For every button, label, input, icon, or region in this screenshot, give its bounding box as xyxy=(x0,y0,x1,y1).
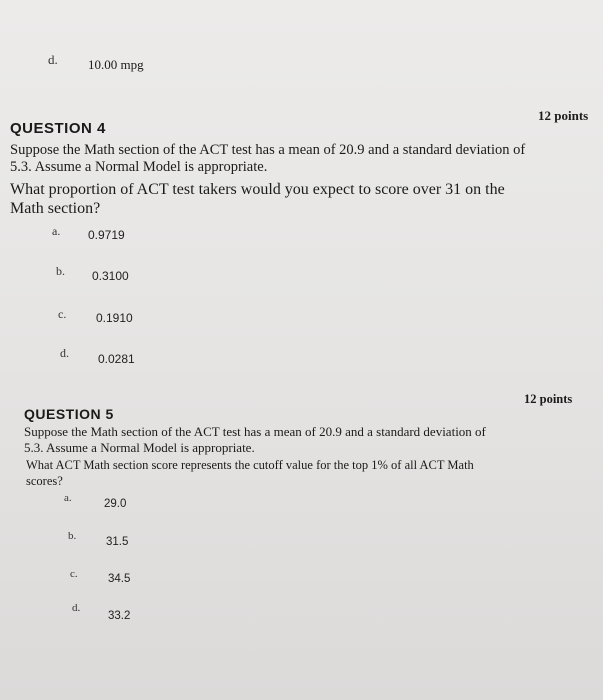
q5-option-a-letter: a. xyxy=(64,492,72,504)
q4-text-line2: 5.3. Assume a Normal Model is appropriate. xyxy=(10,159,268,175)
q5-title: QUESTION 5 xyxy=(24,406,114,422)
q5-text-line2: 5.3. Assume a Normal Model is appropriate. xyxy=(24,440,255,455)
q4-prompt-line1: What proportion of ACT test takers would you expect to score over 31 on the xyxy=(10,181,505,198)
q5-option-b[interactable] xyxy=(68,530,178,554)
q5-option-a-value: 29.0 xyxy=(104,498,127,510)
q4-option-d[interactable] xyxy=(60,346,180,370)
q4-prompt-line2: Math section? xyxy=(10,200,101,217)
q5-option-a[interactable] xyxy=(64,492,174,516)
q4-option-b-value: 0.3100 xyxy=(92,269,129,283)
q4-text-line1: Suppose the Math section of the ACT test has a mean of 20.9 and a standard deviation of xyxy=(10,142,526,158)
q4-option-d-value: 0.0281 xyxy=(98,352,135,366)
q5-option-d-letter: d. xyxy=(72,602,81,614)
prev-option-d-value: 10.00 mpg xyxy=(88,57,144,72)
q4-option-c[interactable] xyxy=(58,307,178,331)
q5-prompt-line2: scores? xyxy=(26,474,63,488)
prev-option-d-letter: d. xyxy=(48,52,58,67)
q5-option-b-letter: b. xyxy=(68,530,77,542)
q5-text-line1: Suppose the Math section of the ACT test has a mean of 20.9 and a standard deviation of xyxy=(24,424,486,439)
q5-points: 12 points xyxy=(524,392,573,406)
q5-option-c[interactable] xyxy=(70,568,180,592)
q4-option-c-letter: c. xyxy=(58,307,67,321)
q5-prompt-line1: What ACT Math section score represents the cutoff value for the top 1% of all ACT Math xyxy=(26,458,474,472)
q4-option-a-letter: a. xyxy=(52,224,61,238)
q4-option-d-letter: d. xyxy=(60,346,69,360)
q4-option-a-value: 0.9719 xyxy=(88,228,125,242)
q4-option-b-letter: b. xyxy=(56,264,65,278)
q5-option-c-letter: c. xyxy=(70,568,78,580)
q4-points: 12 points xyxy=(538,108,589,123)
q5-option-d[interactable] xyxy=(72,602,182,626)
q5-option-c-value: 34.5 xyxy=(108,573,131,585)
q5-option-b-value: 31.5 xyxy=(106,536,129,548)
q4-title: QUESTION 4 xyxy=(10,120,106,137)
q4-option-a[interactable] xyxy=(52,224,172,248)
q4-option-c-value: 0.1910 xyxy=(96,311,133,325)
q5-option-d-value: 33.2 xyxy=(108,610,131,622)
q4-option-b[interactable] xyxy=(56,264,176,288)
prev-option-d[interactable] xyxy=(48,52,178,74)
